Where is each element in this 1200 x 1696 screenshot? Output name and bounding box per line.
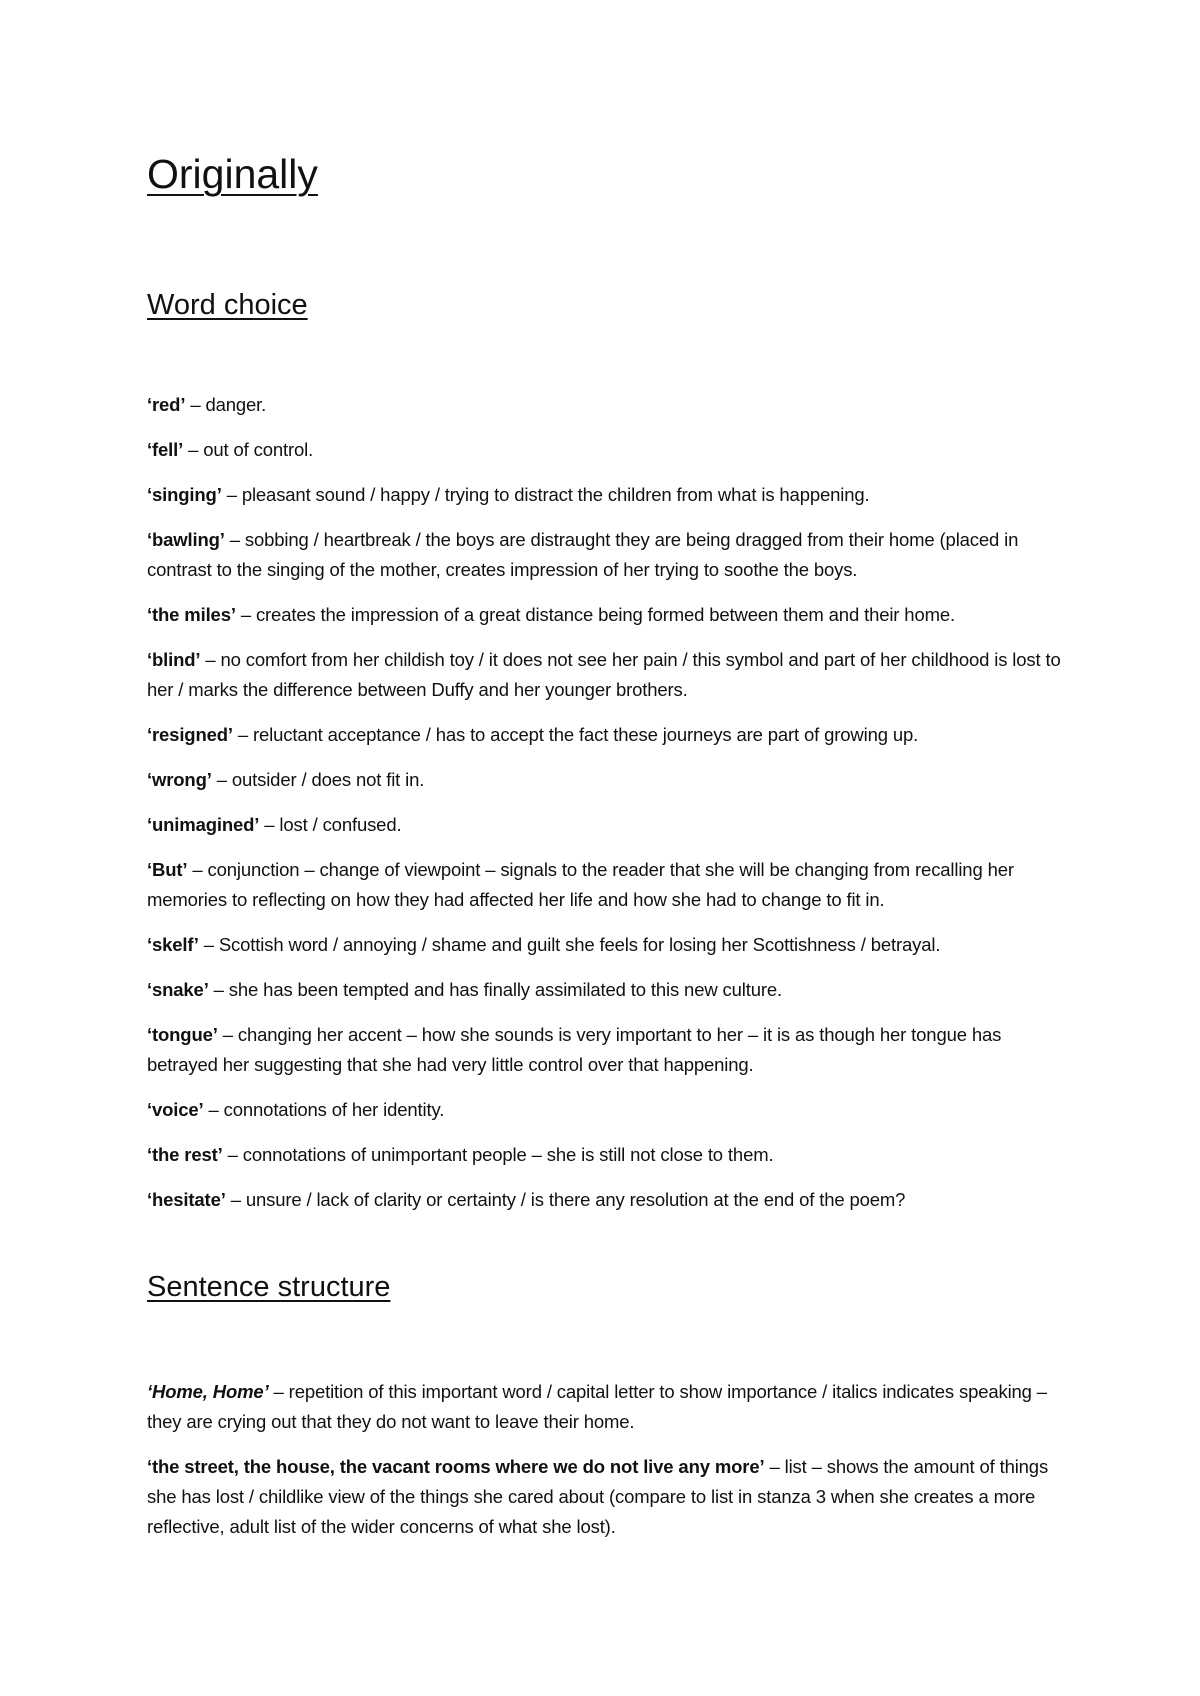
word-choice-entry-red (147, 390, 1067, 420)
document-page (147, 0, 1067, 1696)
word-choice-entry-resigned (147, 720, 1067, 750)
entry-text: – repetition of this important word / capital letter to show importance / italics indicates speaking – they are crying out that they do not want to leave their home. (147, 1381, 1047, 1432)
entry-term: ‘skelf’ (147, 934, 199, 955)
entry-text: – danger. (185, 394, 267, 415)
entry-term: ‘Home, Home’ (147, 1381, 269, 1402)
entry-term: ‘the miles’ (147, 604, 236, 625)
entry-term: ‘tongue’ (147, 1024, 218, 1045)
sentence-structure-entry-home-home (147, 1377, 1067, 1437)
word-choice-entry-bawling (147, 525, 1067, 585)
entry-text: – Scottish word / annoying / shame and guilt she feels for losing her Scottishness / betrayal. (198, 934, 941, 955)
entry-term: ‘singing’ (147, 484, 222, 505)
entry-text: – unsure / lack of clarity or certainty / is there any resolution at the end of the poem? (225, 1189, 906, 1210)
entry-term: ‘wrong’ (147, 769, 212, 790)
entry-text: – pleasant sound / happy / trying to distract the children from what is happening. (221, 484, 870, 505)
word-choice-entry-the-miles (147, 600, 1067, 630)
sentence-structure-entry-list (147, 1452, 1067, 1542)
word-choice-entry-but (147, 855, 1067, 915)
entry-term: ‘the street, the house, the vacant rooms where we do not live any more’ (147, 1456, 765, 1477)
word-choice-entry-the-rest (147, 1140, 1067, 1170)
word-choice-entry-snake (147, 975, 1067, 1005)
entry-term: ‘the rest’ (147, 1144, 223, 1165)
entry-text: – sobbing / heartbreak / the boys are distraught they are being dragged from their home (placed in contrast to the singing of the mother, creates impression of her trying to soothe the boys. (147, 529, 1019, 580)
entry-term: ‘voice’ (147, 1099, 204, 1120)
entry-term: ‘blind’ (147, 649, 201, 670)
entry-term: ‘hesitate’ (147, 1189, 226, 1210)
entry-text: – no comfort from her childish toy / it does not see her pain / this symbol and part of her childhood is lost to her / marks the difference between Duffy and her younger brothers. (147, 649, 1061, 700)
entry-text: – out of control. (183, 439, 314, 460)
entry-text: – she has been tempted and has finally assimilated to this new culture. (208, 979, 783, 1000)
word-choice-entry-voice (147, 1095, 1067, 1125)
entry-term: ‘resigned’ (147, 724, 233, 745)
section-heading-sentence-structure: Sentence structure (147, 1271, 391, 1303)
sentence-structure-list (147, 1377, 1067, 1557)
entry-text: – conjunction – change of viewpoint – signals to the reader that she will be changing from recalling her memories to reflecting on how they had affected her life and how she had to change to fit in. (147, 859, 1014, 910)
section-heading-word-choice: Word choice (147, 289, 308, 321)
entry-text: – lost / confused. (259, 814, 402, 835)
document-title: Originally (147, 151, 318, 197)
word-choice-entry-fell (147, 435, 1067, 465)
entry-term: ‘red’ (147, 394, 186, 415)
entry-text: – connotations of her identity. (203, 1099, 445, 1120)
word-choice-entry-tongue (147, 1020, 1067, 1080)
word-choice-entry-hesitate (147, 1185, 1067, 1215)
word-choice-entry-skelf (147, 930, 1067, 960)
entry-term: ‘unimagined’ (147, 814, 260, 835)
word-choice-entry-singing (147, 480, 1067, 510)
entry-term: ‘snake’ (147, 979, 209, 1000)
word-choice-entry-wrong (147, 765, 1067, 795)
entry-text: – list – shows the amount of things she has lost / childlike view of the things she cared about (compare to list in stanza 3 when she creates a more reflective, adult list of the wider concerns of what she lost). (147, 1456, 1049, 1537)
entry-text: – reluctant acceptance / has to accept the fact these journeys are part of growing up. (232, 724, 919, 745)
word-choice-list (147, 390, 1067, 1230)
entry-text: – changing her accent – how she sounds is very important to her – it is as though her tongue has betrayed her suggesting that she had very little control over that happening. (147, 1024, 1002, 1075)
entry-term: ‘fell’ (147, 439, 184, 460)
word-choice-entry-unimagined (147, 810, 1067, 840)
word-choice-entry-blind (147, 645, 1067, 705)
entry-text: – outsider / does not fit in. (211, 769, 425, 790)
entry-text: – creates the impression of a great distance being formed between them and their home. (235, 604, 955, 625)
entry-term: ‘But’ (147, 859, 188, 880)
entry-term: ‘bawling’ (147, 529, 225, 550)
entry-text: – connotations of unimportant people – she is still not close to them. (222, 1144, 774, 1165)
